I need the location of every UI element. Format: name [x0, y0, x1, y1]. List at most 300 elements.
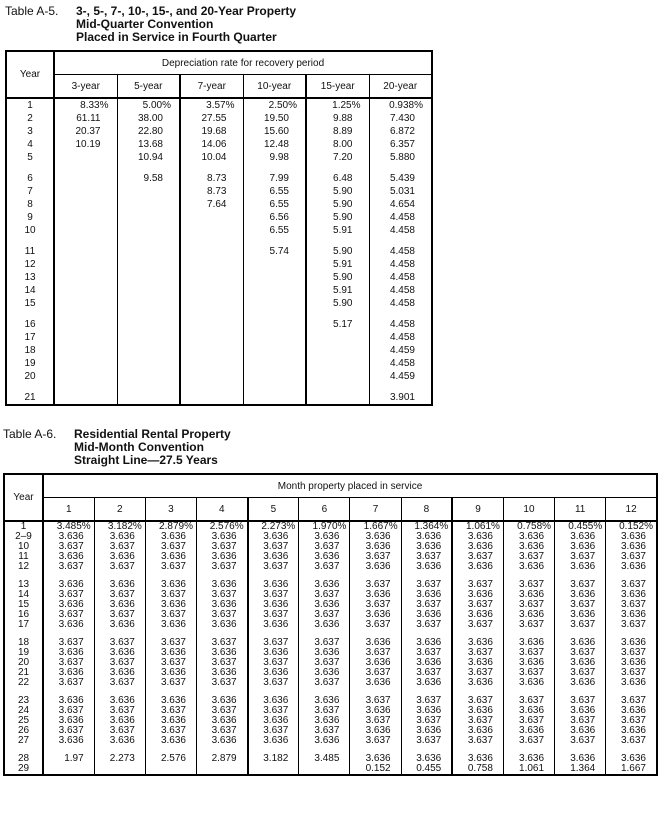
value-cell: 3.636: [606, 562, 657, 572]
value-cell: [54, 318, 117, 331]
group-spacer: [6, 310, 432, 318]
value-cell: 5.00%: [117, 98, 180, 112]
value-cell: 3.637: [452, 620, 503, 630]
value-cell: 6.55: [243, 198, 306, 211]
value-cell: [243, 297, 306, 310]
value-cell: 3.636: [94, 532, 145, 542]
value-cell: 3.636: [401, 754, 452, 764]
value-cell: 3.636: [299, 620, 350, 630]
value-cell: 3.637: [555, 600, 606, 610]
value-cell: 7.99: [243, 172, 306, 185]
year-cell: 21: [17, 668, 30, 678]
value-cell: [117, 284, 180, 297]
year-cell: 21: [24, 392, 36, 403]
value-cell: 3.636: [401, 638, 452, 648]
table-a6-caption: [3, 428, 659, 467]
year-cell: 13: [24, 272, 36, 283]
year-cell: 9: [27, 212, 33, 223]
value-cell: 3.636: [196, 648, 247, 658]
value-cell: 3.636: [145, 532, 196, 542]
table-a5: [5, 50, 433, 406]
value-cell: [243, 344, 306, 357]
value-cell: 3.636: [196, 736, 247, 746]
value-cell: 3.485%: [43, 521, 94, 532]
table-a6-section: [3, 428, 659, 776]
value-cell: 3.636: [452, 610, 503, 620]
year-cell: 25: [17, 716, 30, 726]
value-cell: 3.636: [606, 542, 657, 552]
table-a5-title-line: Placed in Service in Fourth Quarter: [76, 30, 277, 44]
value-cell: [54, 245, 117, 258]
value-cell: 3.637: [94, 610, 145, 620]
value-cell: 3.636: [94, 716, 145, 726]
value-cell: 5.90: [306, 198, 369, 211]
value-cell: 9.58: [117, 172, 180, 185]
table-a6-body: [4, 521, 657, 775]
value-cell: 3.637: [555, 716, 606, 726]
table-row: [4, 580, 657, 590]
value-cell: [306, 357, 369, 370]
value-cell: 2.576: [145, 754, 196, 764]
value-cell: 3.636: [606, 678, 657, 688]
value-cell: 3.637: [606, 696, 657, 706]
value-cell: 3.636: [350, 532, 401, 542]
value-cell: 3.637: [299, 658, 350, 668]
value-cell: 19.50: [243, 112, 306, 125]
value-cell: 3.637: [299, 562, 350, 572]
value-cell: 3.636: [503, 542, 554, 552]
value-cell: 2.576%: [196, 521, 247, 532]
value-cell: 3.636: [145, 552, 196, 562]
value-cell: 3.636: [196, 580, 247, 590]
value-cell: 3.637: [503, 600, 554, 610]
group-spacer: [6, 237, 432, 245]
year-cell: 18: [17, 638, 30, 648]
value-cell: 3.636: [452, 638, 503, 648]
value-cell: 3.636: [606, 706, 657, 716]
value-cell: 3.636: [43, 580, 94, 590]
value-cell: 1.061%: [452, 521, 503, 532]
table-row: [4, 521, 657, 532]
value-cell: 3.637: [452, 696, 503, 706]
value-cell: 0.758: [452, 764, 503, 775]
year-cell: 17: [17, 620, 30, 630]
value-cell: 3.636: [606, 590, 657, 600]
value-cell: 4.458: [369, 357, 432, 370]
column-header: 1: [43, 498, 94, 522]
value-cell: 3.637: [299, 542, 350, 552]
table-row: [4, 764, 657, 775]
year-cell: 13: [17, 580, 30, 590]
value-cell: 3.637: [606, 648, 657, 658]
value-cell: 3.636: [196, 716, 247, 726]
table-row: [6, 370, 432, 383]
column-header: 3: [145, 498, 196, 522]
value-cell: 3.637: [452, 580, 503, 590]
value-cell: 3.637: [196, 638, 247, 648]
value-cell: 3.636: [503, 562, 554, 572]
value-cell: 3.636: [606, 726, 657, 736]
value-cell: 5.17: [306, 318, 369, 331]
value-cell: 3.636: [401, 590, 452, 600]
value-cell: 3.636: [503, 706, 554, 716]
table-row: [4, 696, 657, 706]
value-cell: [243, 391, 306, 405]
value-cell: 4.459: [369, 344, 432, 357]
value-cell: 3.637: [43, 562, 94, 572]
value-cell: 3.637: [503, 552, 554, 562]
value-cell: 3.636: [503, 726, 554, 736]
value-cell: 3.636: [43, 620, 94, 630]
value-cell: 10.19: [54, 138, 117, 151]
value-cell: [117, 211, 180, 224]
value-cell: 3.636: [401, 532, 452, 542]
table-row: [4, 706, 657, 716]
value-cell: 3.636: [145, 600, 196, 610]
value-cell: 3.637: [94, 658, 145, 668]
column-header: 5-year: [117, 75, 180, 99]
value-cell: 3.637: [606, 552, 657, 562]
value-cell: 3.637: [145, 610, 196, 620]
value-cell: 6.48: [306, 172, 369, 185]
value-cell: 5.91: [306, 224, 369, 237]
value-cell: 3.636: [401, 658, 452, 668]
value-cell: 3.636: [145, 736, 196, 746]
value-cell: 3.636: [248, 580, 299, 590]
span-header: Month property placed in service: [43, 474, 657, 498]
value-cell: 3.636: [452, 532, 503, 542]
value-cell: 3.636: [452, 562, 503, 572]
value-cell: 3.637: [452, 648, 503, 658]
value-cell: 3.637: [606, 580, 657, 590]
value-cell: 3.636: [401, 562, 452, 572]
value-cell: 6.55: [243, 224, 306, 237]
span-header: Depreciation rate for recovery period: [54, 51, 432, 75]
value-cell: [117, 391, 180, 405]
value-cell: 3.637: [248, 726, 299, 736]
value-cell: 3.637: [401, 648, 452, 658]
value-cell: 3.636: [299, 668, 350, 678]
year-cell: 20: [24, 371, 36, 382]
value-cell: 3.637: [452, 552, 503, 562]
value-cell: 9.98: [243, 151, 306, 164]
value-cell: 6.357: [369, 138, 432, 151]
value-cell: 3.637: [299, 610, 350, 620]
value-cell: [54, 370, 117, 383]
value-cell: 3.485: [299, 754, 350, 764]
value-cell: 3.637: [299, 726, 350, 736]
year-cell: 2–9: [15, 532, 32, 542]
value-cell: 3.637: [248, 678, 299, 688]
year-cell: 14: [17, 590, 30, 600]
value-cell: 3.637: [606, 716, 657, 726]
value-cell: 3.637: [94, 678, 145, 688]
value-cell: [243, 258, 306, 271]
value-cell: [180, 271, 243, 284]
value-cell: 0.455: [401, 764, 452, 775]
table-row: [6, 245, 432, 258]
value-cell: 3.636: [248, 552, 299, 562]
value-cell: 6.56: [243, 211, 306, 224]
value-cell: 3.636: [196, 552, 247, 562]
table-row: [6, 211, 432, 224]
value-cell: 4.654: [369, 198, 432, 211]
value-cell: 3.636: [555, 562, 606, 572]
year-cell: 24: [17, 706, 30, 716]
value-cell: 1.97: [43, 754, 94, 764]
table-row: [4, 638, 657, 648]
value-cell: 8.33%: [54, 98, 117, 112]
value-cell: 3.637: [606, 668, 657, 678]
value-cell: 3.636: [299, 716, 350, 726]
year-cell: 18: [24, 345, 36, 356]
value-cell: [54, 185, 117, 198]
value-cell: 3.636: [145, 620, 196, 630]
year-column-header: Year: [4, 474, 43, 521]
column-header: 10: [503, 498, 554, 522]
value-cell: 3.637: [94, 726, 145, 736]
table-row: [4, 590, 657, 600]
value-cell: 4.458: [369, 297, 432, 310]
span-header-row: [4, 474, 657, 498]
table-a6: [3, 473, 658, 776]
year-cell: 8: [27, 199, 33, 210]
value-cell: 3.637: [350, 600, 401, 610]
value-cell: 0.938%: [369, 98, 432, 112]
value-cell: 3.636: [350, 542, 401, 552]
value-cell: [180, 344, 243, 357]
value-cell: [145, 764, 196, 775]
value-cell: 3.636: [350, 638, 401, 648]
value-cell: 3.636: [401, 610, 452, 620]
value-cell: 3.637: [145, 562, 196, 572]
value-cell: 2.273%: [248, 521, 299, 532]
value-cell: 3.636: [401, 542, 452, 552]
value-cell: 1.970%: [299, 521, 350, 532]
column-header: 7: [350, 498, 401, 522]
value-cell: 3.182: [248, 754, 299, 764]
value-cell: 5.880: [369, 151, 432, 164]
value-cell: 3.637: [401, 736, 452, 746]
value-cell: 0.152: [350, 764, 401, 775]
value-cell: 3.636: [606, 638, 657, 648]
value-cell: 3.636: [248, 716, 299, 726]
value-cell: 3.637: [401, 600, 452, 610]
value-cell: 3.637: [248, 562, 299, 572]
value-cell: 3.637: [196, 590, 247, 600]
value-cell: [180, 284, 243, 297]
year-cell: 12: [17, 562, 30, 572]
value-cell: 3.637: [401, 552, 452, 562]
value-cell: 3.901: [369, 391, 432, 405]
year-cell: 2: [27, 113, 33, 124]
value-cell: 3.637: [401, 580, 452, 590]
value-cell: [180, 297, 243, 310]
span-header-row: [6, 51, 432, 75]
value-cell: 3.637: [94, 706, 145, 716]
value-cell: 3.636: [94, 668, 145, 678]
value-cell: 3.637: [196, 562, 247, 572]
value-cell: 3.636: [248, 600, 299, 610]
value-cell: 3.636: [555, 610, 606, 620]
value-cell: 6.55: [243, 185, 306, 198]
value-cell: [180, 370, 243, 383]
value-cell: 3.637: [196, 706, 247, 716]
year-cell: 12: [24, 259, 36, 270]
value-cell: 3.636: [94, 736, 145, 746]
value-cell: 3.637: [350, 736, 401, 746]
value-cell: 61.11: [54, 112, 117, 125]
value-cell: 3.636: [401, 678, 452, 688]
value-cell: 3.636: [555, 678, 606, 688]
table-row: [6, 98, 432, 112]
value-cell: 3.636: [145, 580, 196, 590]
year-cell: 28: [17, 754, 30, 764]
table-row: [4, 736, 657, 746]
value-cell: 6.872: [369, 125, 432, 138]
year-cell: 7: [27, 186, 33, 197]
table-a5-title: [76, 5, 296, 44]
value-cell: 3.57%: [180, 98, 243, 112]
value-cell: 3.636: [555, 532, 606, 542]
value-cell: 3.636: [299, 600, 350, 610]
value-cell: 14.06: [180, 138, 243, 151]
value-cell: 3.636: [606, 658, 657, 668]
value-cell: 3.637: [94, 542, 145, 552]
value-cell: 3.636: [43, 648, 94, 658]
value-cell: 3.637: [43, 542, 94, 552]
value-cell: 3.637: [452, 736, 503, 746]
value-cell: 20.37: [54, 125, 117, 138]
column-header: 12: [606, 498, 657, 522]
value-cell: 3.636: [196, 532, 247, 542]
value-cell: [180, 357, 243, 370]
value-cell: 8.89: [306, 125, 369, 138]
columns-row: [6, 75, 432, 99]
value-cell: 4.458: [369, 284, 432, 297]
value-cell: 10.04: [180, 151, 243, 164]
value-cell: 3.637: [606, 736, 657, 746]
value-cell: 3.637: [606, 600, 657, 610]
value-cell: 4.458: [369, 331, 432, 344]
value-cell: [117, 331, 180, 344]
columns-row: [4, 498, 657, 522]
group-spacer: [4, 746, 657, 754]
value-cell: 7.430: [369, 112, 432, 125]
value-cell: 13.68: [117, 138, 180, 151]
value-cell: [117, 185, 180, 198]
value-cell: 1.364: [555, 764, 606, 775]
value-cell: 3.636: [299, 532, 350, 542]
value-cell: 1.667: [606, 764, 657, 775]
value-cell: 3.636: [555, 590, 606, 600]
table-row: [6, 138, 432, 151]
value-cell: [180, 245, 243, 258]
value-cell: 3.637: [196, 726, 247, 736]
value-cell: 3.636: [503, 678, 554, 688]
column-header: 5: [248, 498, 299, 522]
value-cell: 3.636: [401, 726, 452, 736]
value-cell: 3.182%: [94, 521, 145, 532]
value-cell: 3.637: [145, 658, 196, 668]
year-cell: 19: [17, 648, 30, 658]
value-cell: 5.90: [306, 245, 369, 258]
value-cell: 3.637: [350, 716, 401, 726]
value-cell: 3.636: [350, 610, 401, 620]
value-cell: 2.879: [196, 754, 247, 764]
column-header: 20-year: [369, 75, 432, 99]
value-cell: 3.636: [350, 706, 401, 716]
value-cell: 3.637: [43, 726, 94, 736]
value-cell: 3.636: [94, 580, 145, 590]
value-cell: 3.637: [196, 658, 247, 668]
value-cell: 3.636: [299, 552, 350, 562]
value-cell: [54, 271, 117, 284]
value-cell: [180, 258, 243, 271]
value-cell: [117, 271, 180, 284]
value-cell: [180, 318, 243, 331]
table-row: [6, 258, 432, 271]
value-cell: 3.636: [606, 532, 657, 542]
value-cell: 3.636: [145, 648, 196, 658]
value-cell: 3.637: [94, 638, 145, 648]
value-cell: 3.637: [555, 696, 606, 706]
value-cell: [94, 764, 145, 775]
value-cell: 3.637: [555, 668, 606, 678]
value-cell: [117, 245, 180, 258]
value-cell: 3.637: [401, 620, 452, 630]
table-row: [4, 754, 657, 764]
table-a6-title-line: Residential Rental Property: [74, 427, 231, 441]
year-cell: 14: [24, 285, 36, 296]
value-cell: 3.636: [401, 706, 452, 716]
year-cell: 15: [24, 298, 36, 309]
value-cell: 3.637: [503, 696, 554, 706]
value-cell: 3.637: [555, 648, 606, 658]
year-cell: 20: [17, 658, 30, 668]
value-cell: 3.637: [452, 668, 503, 678]
table-row: [4, 542, 657, 552]
value-cell: [54, 198, 117, 211]
value-cell: 0.758%: [503, 521, 554, 532]
column-header: 4: [196, 498, 247, 522]
value-cell: 8.73: [180, 185, 243, 198]
value-cell: 3.637: [248, 590, 299, 600]
value-cell: 3.637: [606, 620, 657, 630]
value-cell: 3.636: [452, 658, 503, 668]
value-cell: [54, 357, 117, 370]
value-cell: 3.636: [350, 726, 401, 736]
value-cell: [117, 357, 180, 370]
value-cell: 3.637: [145, 678, 196, 688]
value-cell: 3.636: [555, 638, 606, 648]
value-cell: 3.637: [145, 590, 196, 600]
value-cell: 3.636: [94, 552, 145, 562]
value-cell: 3.637: [248, 638, 299, 648]
table-row: [6, 391, 432, 405]
value-cell: 3.637: [555, 736, 606, 746]
table-row: [4, 532, 657, 542]
value-cell: 3.637: [503, 580, 554, 590]
value-cell: 1.364%: [401, 521, 452, 532]
value-cell: 5.031: [369, 185, 432, 198]
value-cell: 3.637: [401, 716, 452, 726]
table-row: [4, 600, 657, 610]
value-cell: [54, 172, 117, 185]
value-cell: 3.637: [452, 600, 503, 610]
value-cell: 5.91: [306, 258, 369, 271]
value-cell: [243, 370, 306, 383]
